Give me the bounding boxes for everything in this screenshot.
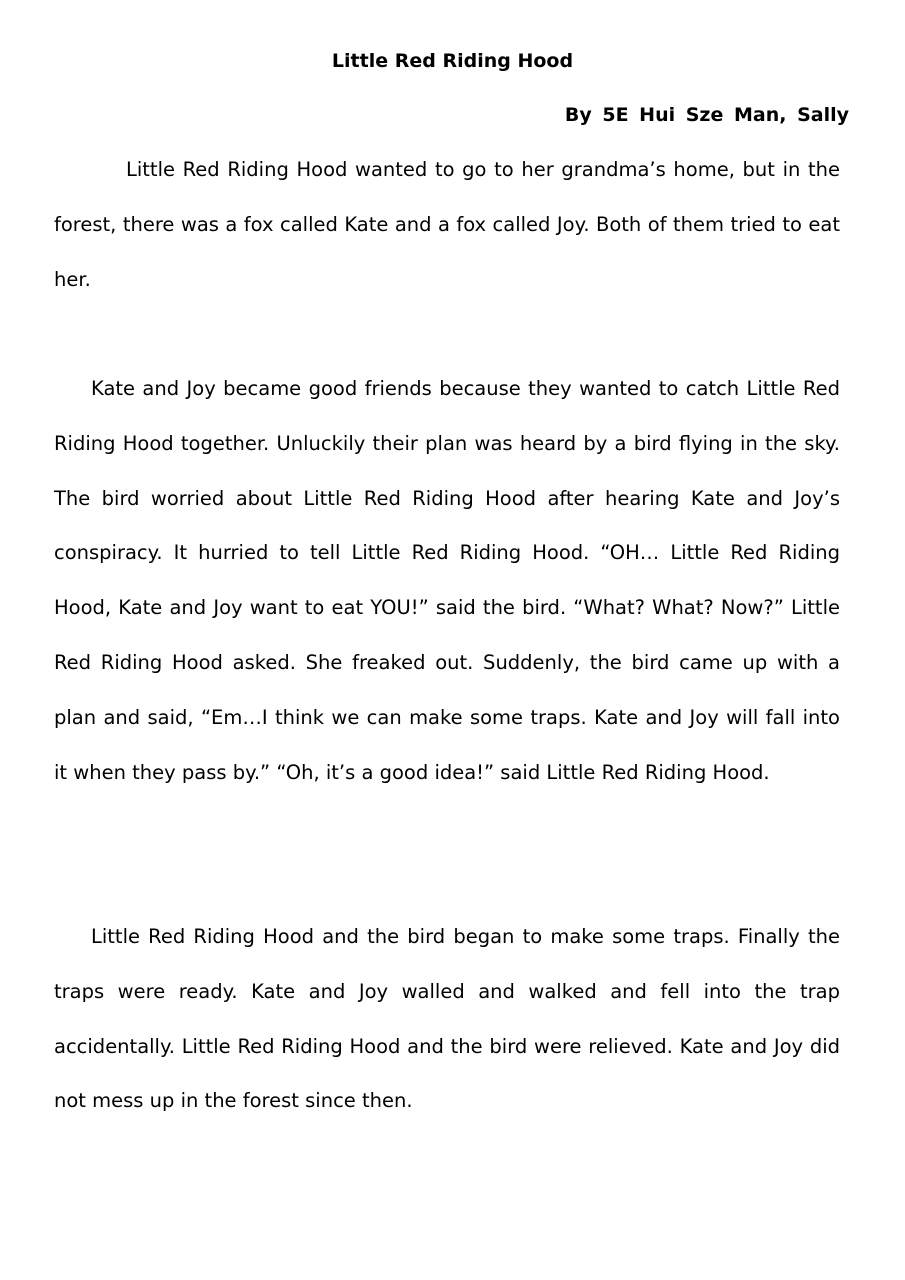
paragraph-1: Little Red Riding Hood wanted to go to her grandma’s home, but in the forest, there was a fox called Kate and a fox called Joy. Both of them tried to eat her. <box>54 158 840 291</box>
paragraph-2: Kate and Joy became good friends because they wanted to catch Little Red Riding Hood together. Unluckily their plan was heard by a bird flying in the sky. The bird worried about Little Red Riding Hood after hearing Kate and Joy’s conspiracy. It hurried to tell Little Red Riding Hood. “OH… Little Red Riding Hood, Kate and Joy want to eat YOU!” said the bird. “What? What? Now?” Little Red Riding Hood asked. She freaked out. Suddenly, the bird came up with a plan and said, “Em…I think we can make some traps. Kate and Joy will fall into it when they pass by.” “Oh, it’s a good idea!” said Little Red Riding Hood. <box>54 377 840 784</box>
paragraph-3: Little Red Riding Hood and the bird began to make some traps. Finally the traps were ready. Kate and Joy walled and walked and fell into the trap accidentally. Little Red Riding Hood and the bird were relieved. Kate and Joy did not mess up in the forest since then. <box>54 925 840 1113</box>
document-title: Little Red Riding Hood <box>331 50 574 72</box>
author-byline: By 5E Hui Sze Man, Sally <box>564 104 849 126</box>
